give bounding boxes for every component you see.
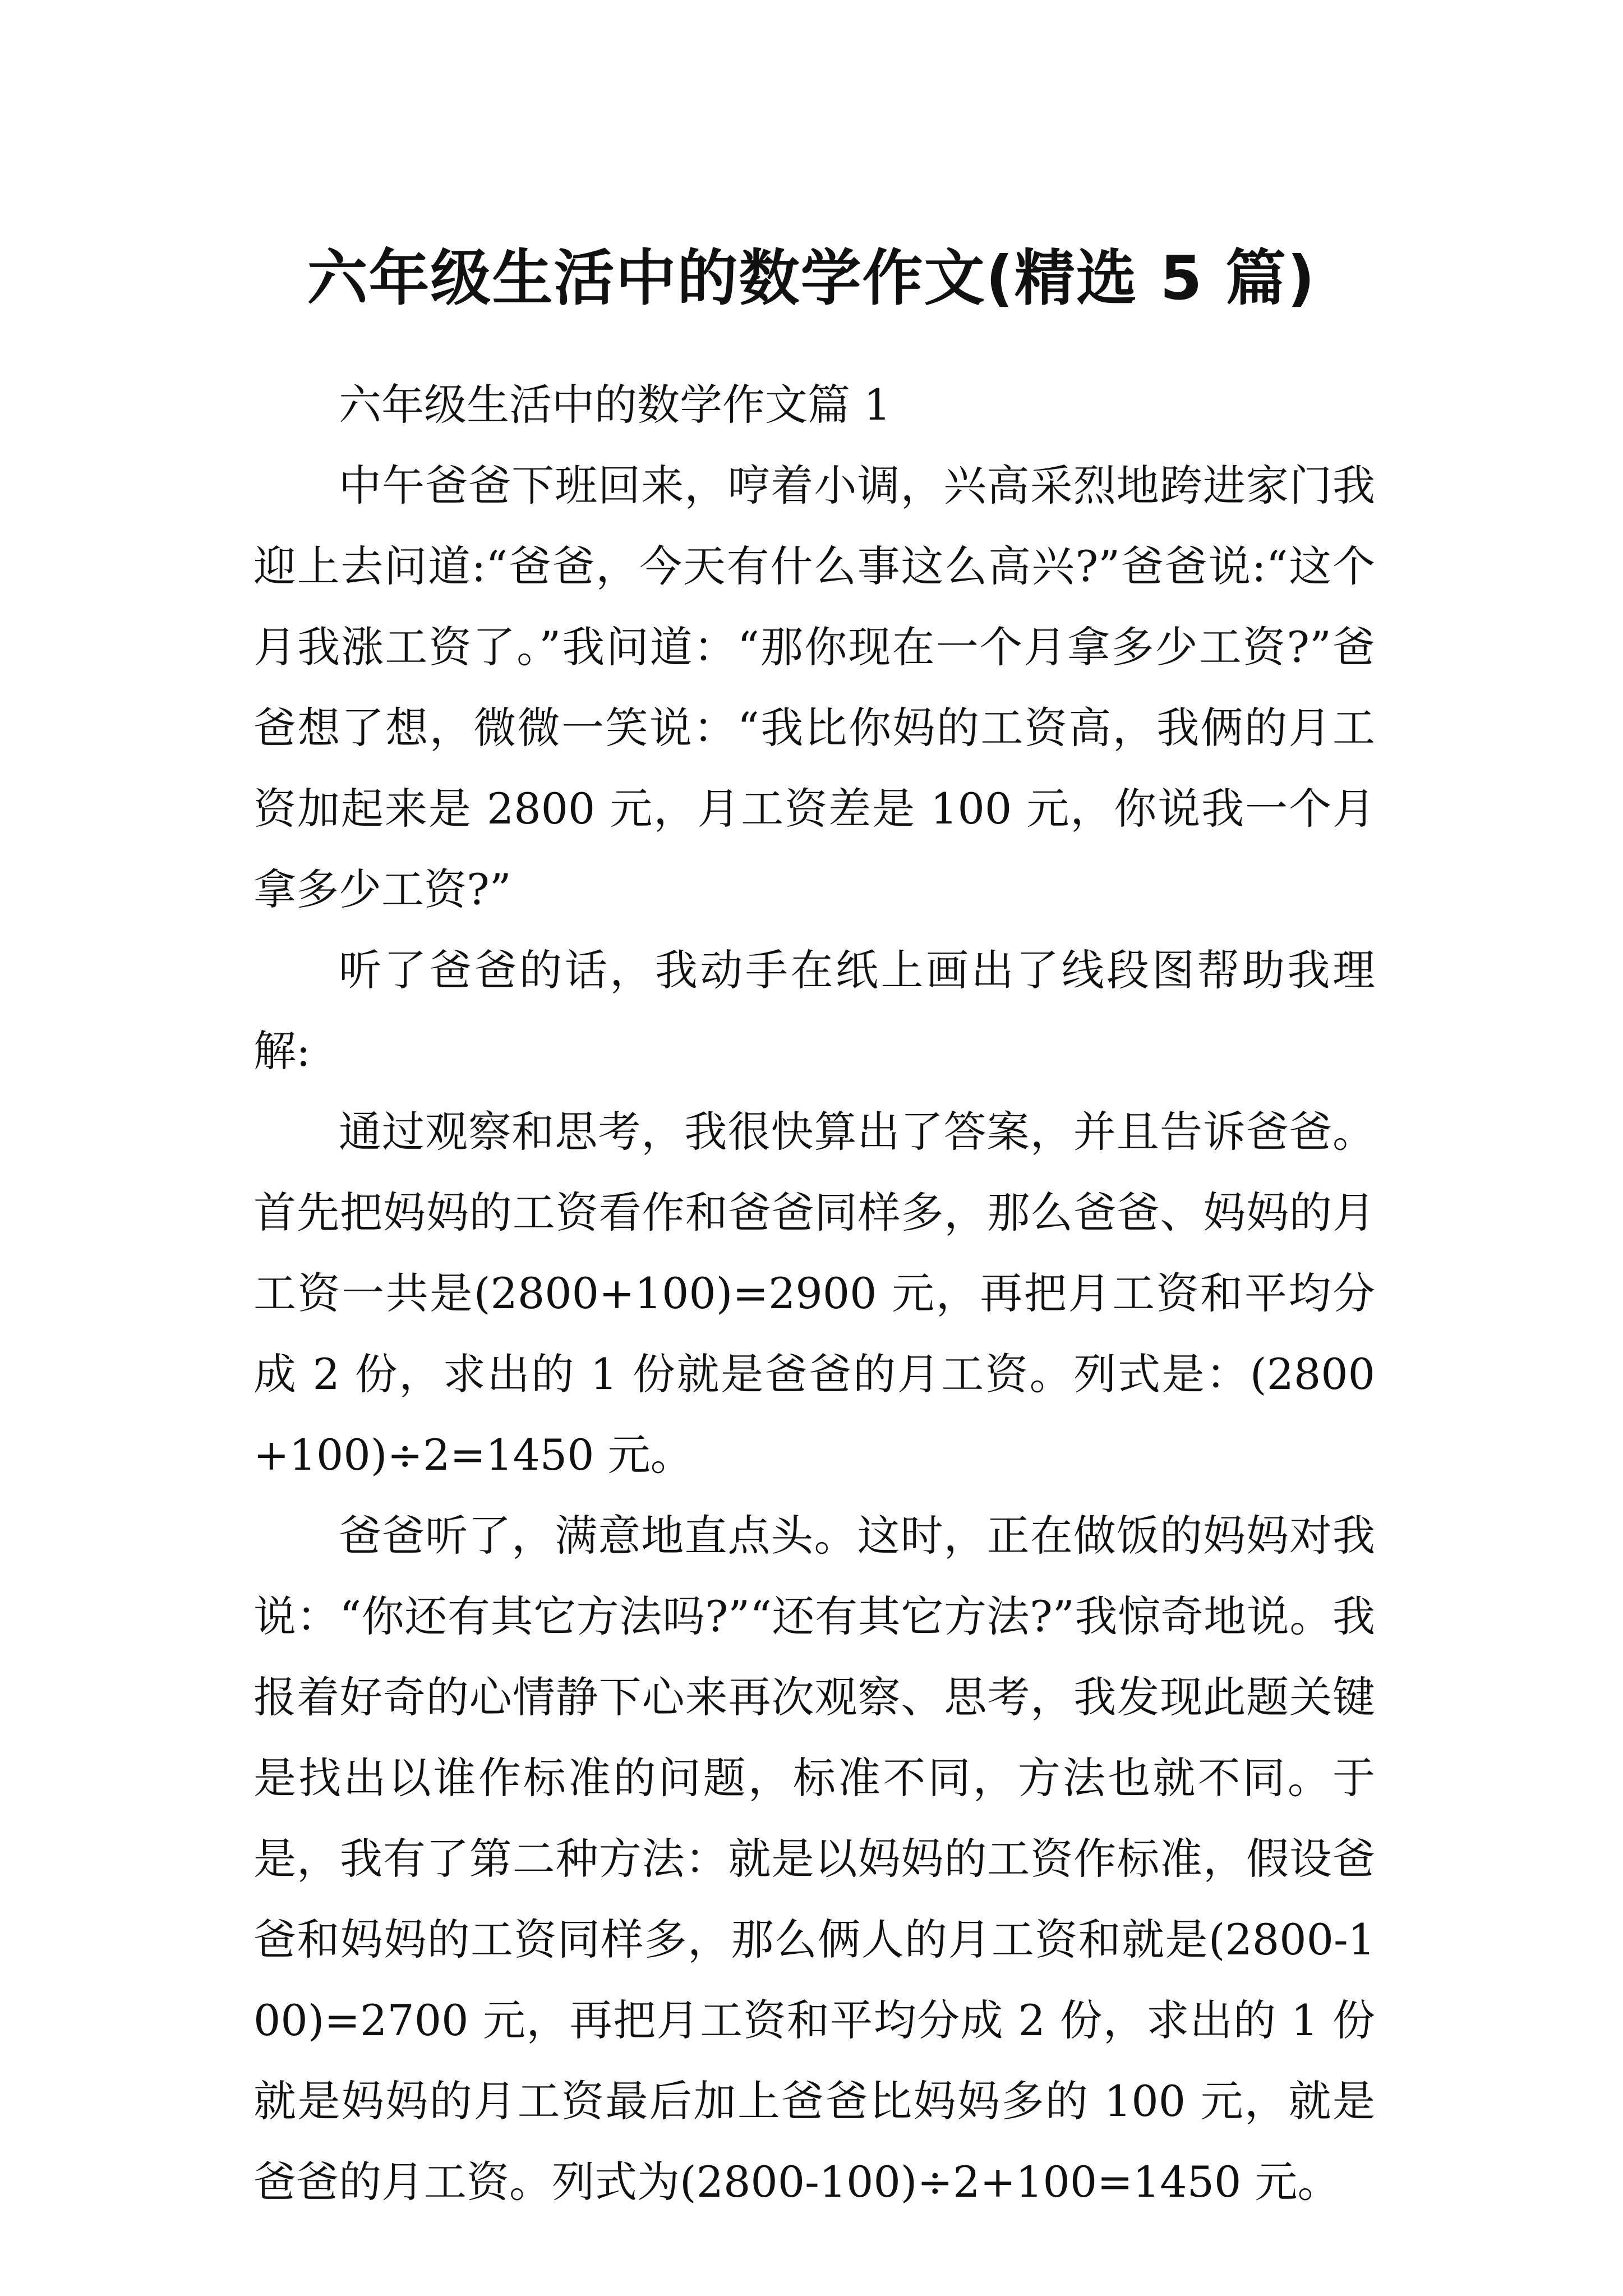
paragraph: 中午爸爸下班回来，哼着小调，兴高采烈地跨进家门我迎上去问道:“爸爸，今天有什么事这么高兴?”爸爸说:“这个月我涨工资了。”我问道：“那你现在一个月拿多少工资?”爸爸想了想，微微一笑说：“我比你妈的工资高，我俩的月工资加起来是 2800 元，月工资差是 100 元，你说我一个月拿多少工资?” bbox=[253, 461, 1375, 914]
document-title: 六年级生活中的数学作文(精选 5 篇) bbox=[307, 243, 1316, 314]
document-body bbox=[253, 365, 1375, 2223]
paragraph: 听了爸爸的话，我动手在纸上画出了线段图帮助我理解: bbox=[253, 945, 1375, 1076]
paragraph: 爸爸听了，满意地直点头。这时，正在做饭的妈妈对我说：“你还有其它方法吗?”“还有其它方法?”我惊奇地说。我报着好奇的心情静下心来再次观察、思考，我发现此题关键是找出以谁作标准的问题，标准不同，方法也就不同。于是，我有了第二种方法：就是以妈妈的工资作标准，假设爸爸和妈妈的工资同样多，那么俩人的月工资和就是(2800-100)=2700 元，再把月工资和平均分成 2 份，求出的 1 份就是妈妈的月工资最后加上爸爸比妈妈多的 100 元，就是爸爸的月工资。列式为(2800-100)÷2+100=1450 元。 bbox=[253, 1511, 1375, 2207]
paragraph: 通过观察和思考，我很快算出了答案，并且告诉爸爸。首先把妈妈的工资看作和爸爸同样多，那么爸爸、妈妈的月工资一共是(2800+100)=2900 元，再把月工资和平均分成 2 份，求出的 1 份就是爸爸的月工资。列式是：(2800+100)÷2=1450 元。 bbox=[253, 1107, 1375, 1480]
section-heading: 六年级生活中的数学作文篇 1 bbox=[339, 380, 891, 430]
